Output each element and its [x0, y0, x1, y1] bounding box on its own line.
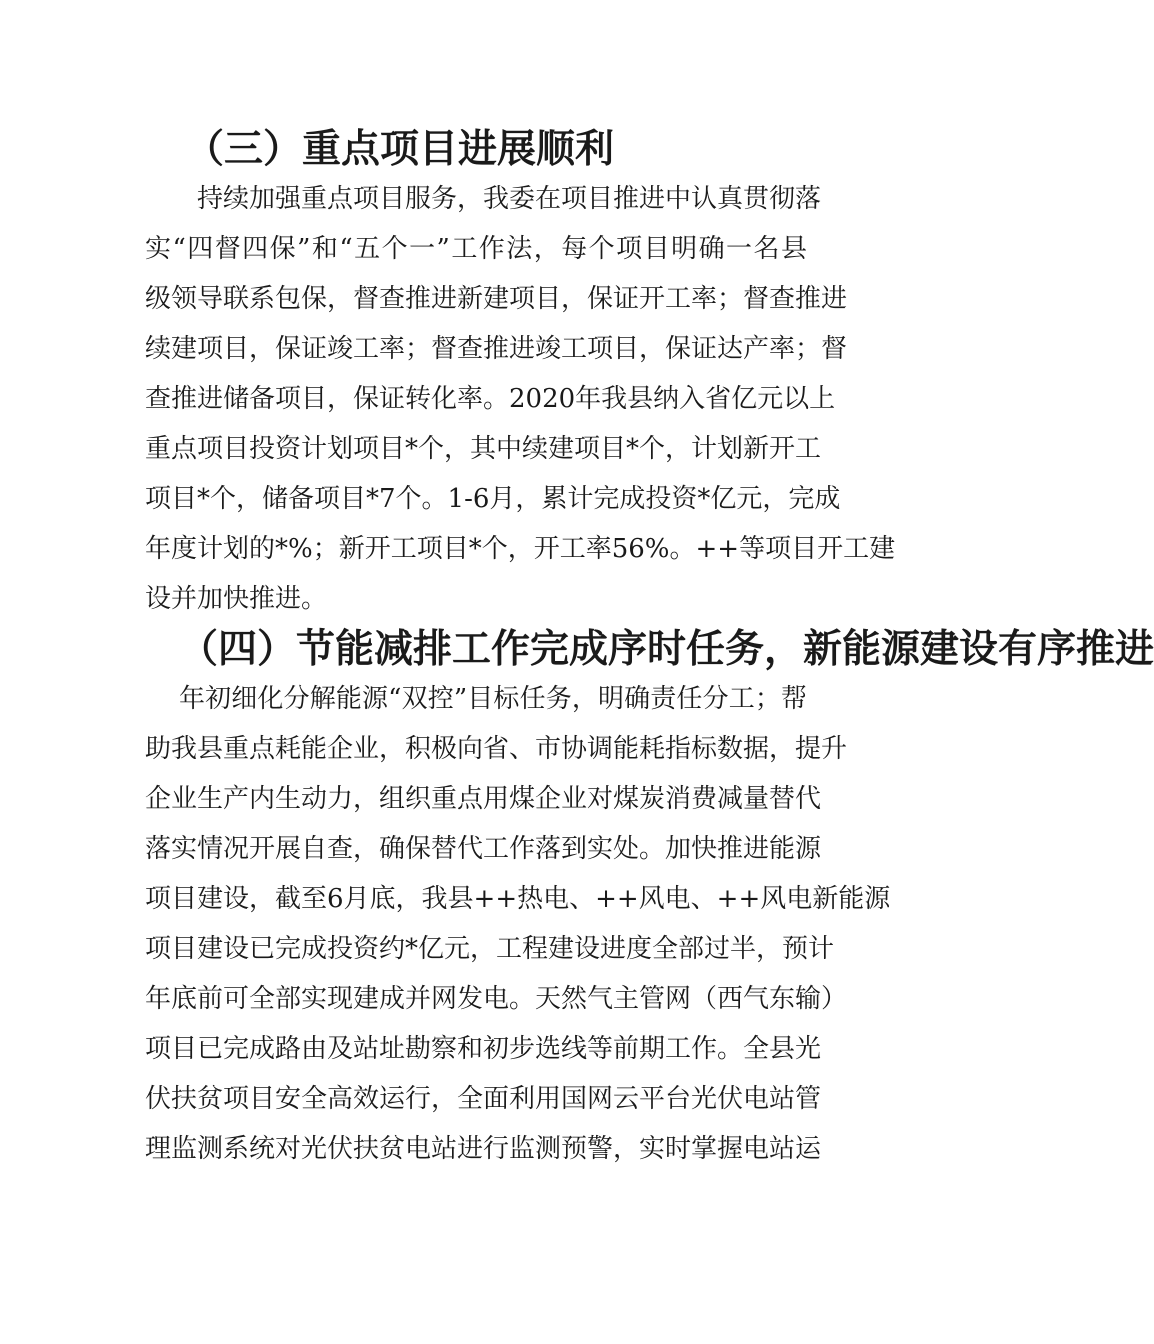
section-heading-3: （三）重点项目进展顺利 [185, 126, 615, 172]
paragraph-line: 续建项目，保证竣工率；督查推进竣工项目，保证达产率；督 [145, 334, 848, 364]
paragraph-line: 理监测系统对光伏扶贫电站进行监测预警，实时掌握电站运 [145, 1134, 822, 1164]
paragraph-line: 查推进储备项目，保证转化率。2020年我县纳入省亿元以上 [145, 384, 836, 414]
paragraph-line: 助我县重点耗能企业，积极向省、市协调能耗指标数据，提升 [145, 734, 848, 764]
paragraph-line: 项目*个，储备项目*7个。1-6月，累计完成投资*亿元，完成 [145, 484, 841, 514]
paragraph-line: 级领导联系包保，督查推进新建项目，保证开工率；督查推进 [145, 284, 848, 314]
section-heading-4: （四）节能减排工作完成序时任务，新能源建设有序推进 [179, 626, 1154, 672]
paragraph-line: 年初细化分解能源“双控”目标任务，明确责任分工；帮 [179, 684, 807, 714]
paragraph-line: 企业生产内生动力，组织重点用煤企业对煤炭消费减量替代 [145, 784, 822, 814]
paragraph-line: 项目建设已完成投资约*亿元，工程建设进度全部过半，预计 [145, 934, 835, 964]
paragraph-line: 年度计划的*%；新开工项目*个，开工率56%。++等项目开工建 [145, 534, 896, 564]
paragraph-line: 设并加快推进。 [145, 584, 328, 614]
paragraph-line: 持续加强重点项目服务，我委在项目推进中认真贯彻落 [197, 184, 822, 214]
paragraph-line: 项目建设，截至6月底，我县++热电、++风电、++风电新能源 [145, 884, 891, 914]
section-paragraph-4 [145, 674, 891, 1174]
section-paragraph-3 [145, 174, 896, 624]
paragraph-line: 落实情况开展自查，确保替代工作落到实处。加快推进能源 [145, 834, 822, 864]
paragraph-line: 年底前可全部实现建成并网发电。天然气主管网（西气东输） [145, 984, 848, 1014]
paragraph-line: 实“四督四保”和“五个一”工作法，每个项目明确一名县 [145, 234, 807, 264]
paragraph-line: 伏扶贫项目安全高效运行，全面利用国网云平台光伏电站管 [145, 1084, 822, 1114]
paragraph-line: 重点项目投资计划项目*个，其中续建项目*个，计划新开工 [145, 434, 822, 464]
paragraph-line: 项目已完成路由及站址勘察和初步选线等前期工作。全县光 [145, 1034, 822, 1064]
document-body [145, 124, 1154, 1174]
